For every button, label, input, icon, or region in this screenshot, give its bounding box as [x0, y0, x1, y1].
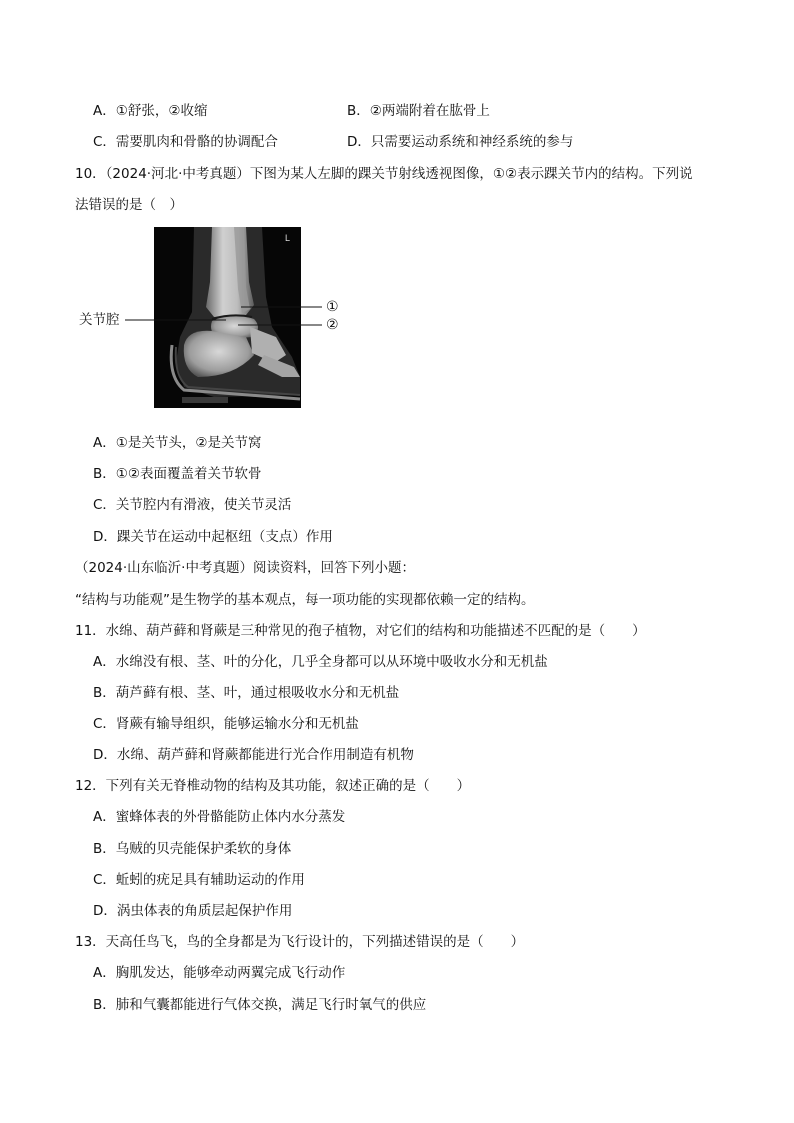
q10-option-c: C．关节腔内有滑液，使关节灵活 — [93, 497, 292, 513]
q10-stem-line2: 法错误的是（ ） — [75, 197, 183, 213]
marker-2: ② — [326, 317, 339, 333]
q10-option-a: A．①是关节头，②是关节窝 — [93, 435, 262, 451]
q11-option-a: A．水绵没有根、茎、叶的分化，几乎全身都可以从环境中吸收水分和无机盐 — [93, 654, 548, 670]
q11-option-d: D．水绵、葫芦藓和肾蕨都能进行光合作用制造有机物 — [93, 747, 414, 763]
xray-side-marker: L — [285, 233, 291, 243]
q10-stem-line1: 10．（2024·河北·中考真题）下图为某人左脚的踝关节射线透视图像，①②表示踝关节内的结构。下列说 — [75, 166, 693, 182]
q13-option-a: A．胸肌发达，能够牵动两翼完成飞行动作 — [93, 965, 346, 981]
q9-option-b: B．②两端附着在肱骨上 — [347, 103, 490, 119]
q10-option-b: B．①②表面覆盖着关节软骨 — [93, 466, 262, 482]
q11-option-c: C．肾蕨有输导组织，能够运输水分和无机盐 — [93, 716, 359, 732]
q13-option-b: B．肺和气囊都能进行气体交换，满足飞行时氧气的供应 — [93, 997, 427, 1013]
q11-option-b: B．葫芦藓有根、茎、叶，通过根吸收水分和无机盐 — [93, 685, 400, 701]
group-intro-source: （2024·山东临沂·中考真题）阅读资料，回答下列小题： — [75, 560, 415, 576]
q12-stem: 12．下列有关无脊椎动物的结构及其功能，叙述正确的是（ ） — [75, 778, 471, 794]
marker-1: ① — [326, 299, 339, 315]
q9-option-a: A．①舒张，②收缩 — [93, 103, 208, 119]
q9-option-c: C．需要肌肉和骨骼的协调配合 — [93, 134, 278, 150]
q12-option-b: B．乌贼的贝壳能保护柔软的身体 — [93, 841, 292, 857]
q9-option-d: D．只需要运动系统和神经系统的参与 — [347, 134, 574, 150]
q10-option-d: D．踝关节在运动中起枢纽（支点）作用 — [93, 529, 333, 545]
q11-stem: 11．水绵、葫芦藓和肾蕨是三种常见的孢子植物，对它们的结构和功能描述不匹配的是（ ） — [75, 623, 646, 639]
q12-option-c: C．蚯蚓的疣足具有辅助运动的作用 — [93, 872, 305, 888]
q12-option-d: D．涡虫体表的角质层起保护作用 — [93, 903, 293, 919]
callout-joint-cavity-label: 关节腔 — [79, 312, 120, 328]
q12-option-a: A．蜜蜂体表的外骨骼能防止体内水分蒸发 — [93, 809, 346, 825]
q13-stem: 13．天高任鸟飞，鸟的全身都是为飞行设计的，下列描述错误的是（ ） — [75, 934, 525, 950]
group-intro-material: “结构与功能观”是生物学的基本观点，每一项功能的实现都依赖一定的结构。 — [75, 592, 535, 608]
